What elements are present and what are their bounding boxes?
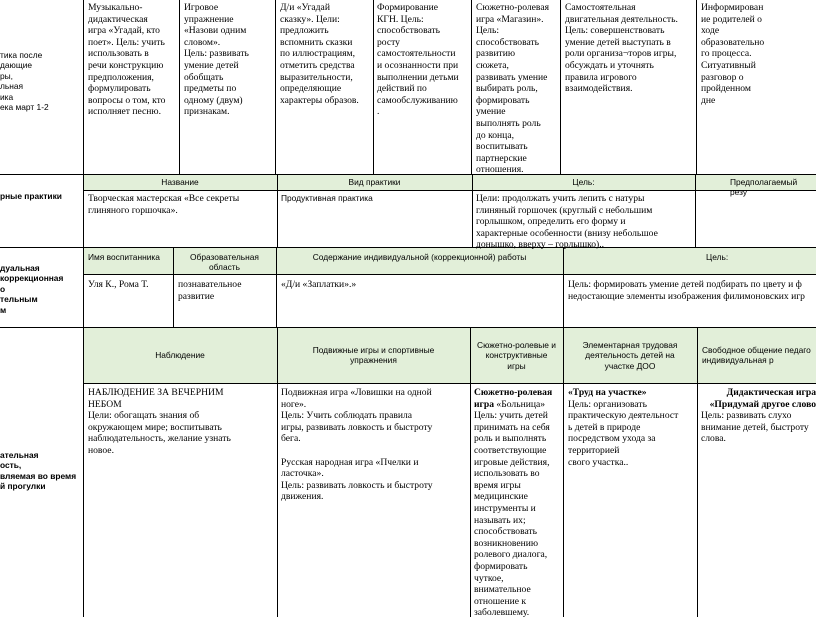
practices-kind: Продуктивная практика [281,193,373,203]
walk-labor-title: «Труд на участке» [568,387,647,398]
morning-cell-shop-role-play: Сюжетно-ролевая игра «Магазин». Цель: способствовать развитию сюжета, развивать умение выбирать роль, формировать умение выполнять роль до конца, воспитывать партнерские отношения. [476,2,549,174]
practices-header-result: Предполагаемый резу [730,177,798,198]
walk-role-game [474,387,562,617]
walk-header-labor: Элементарная трудовая деятельность детей на участке ДОО [582,340,678,371]
practices-goal: Цели: продолжать учить лепить с натуры глиняный горшочек (круглый с небольшим горлышком, определить его форму и характерные особенности (внизу небольшое донышко, вверху – горлышко).. [476,193,658,251]
individual-goal: Цель: формировать умение детей подбирать по цвету и ф недостающие элементы изображения филимоновских игр [568,279,805,302]
walk-header-observation: Наблюдение [155,350,205,360]
walk-section-label: ательная ость, вляемая во время й прогулки [0,450,77,492]
walk-header-role-games: Сюжетно-ролевые и конструктивные игры [477,340,556,371]
individual-content: «Д/и «Заплатки».» [281,279,357,290]
walk-games: Подвижная игра «Ловишки на одной ноге». Цель: Учить соблюдать правила игры, развивать ловкость и быстроту бега. Русская народная игра «Пчелки и ласточка». Цель: развивать ловкость и быстроту движения. [281,387,433,503]
morning-section-label: тика после дающие ры, льная ика ека март 1-2 [0,50,49,113]
individual-header-goal: Цель: [706,252,729,262]
morning-cell-name-one-word: Игровое упражнение «Назови одним словом». Цель: развивать умение детей обобщать предметы по одному (двум) признакам. [184,2,249,118]
individual-section-label: дуальная коррекционная о тельным м [0,263,64,315]
walk-talk [701,387,816,445]
practices-section-label: рные практики [0,191,62,201]
morning-cell-hygiene-skills: Формирование КГН. Цель: способствовать росту самостоятельности и осознанности при выполнении детьми действий по самообслуживанию . [377,2,459,118]
morning-cell-guess-fairytale: Д/и «Угадай сказку». Цели: предложить вспомнить сказки по иллюстрациям, отметить средства выразительности, определяющие характеры образов. [280,2,359,106]
practices-header-goal: Цель: [572,177,595,187]
walk-role-title: Сюжетно-ролевая игра [474,387,553,410]
walk-labor [568,387,696,468]
practices-header-name: Название [161,177,199,187]
walk-talk-text: Цель: развивать слухо внимание детей, быстроту слова. [701,410,809,445]
individual-header-content: Содержание индивидуальной (коррекционной) работы [312,252,527,262]
morning-cell-motor-activity: Самостоятельная двигательная деятельность. Цель: совершенствовать умение детей выступать в роли организа¬торов игры, обсуждать и уточнять правила игрового взаимодействия. [565,2,678,95]
walk-talk-title: Дидактическая игра «Придумай другое слово [709,387,816,410]
walk-header-talk: Свободное общение педаго индивидуальная р [702,345,811,366]
individual-header-child: Имя воспитанника [88,252,160,262]
morning-cell-parents-info: Информирован ие родителей о ходе образовательно го процесса. Ситуативный разговор о пройденном дне [701,2,765,106]
walk-role-text: Цель: учить детей принимать на себя роль и выполнять соответствующие игровые действия, использовать во время игры медицинские инструменты и называть их; способствовать возникновению ролевого диалога, формировать чуткое, внимательное отношение к заболевшему. [474,410,550,617]
morning-cell-music-game: Музыкально- дидактическая игра «Угадай, кто поет». Цель: учить использовать в речи конструкцию предположения, формулировать вопросы о том, кто исполняет песню. [88,2,166,118]
walk-role-name: «Больница» [494,398,546,410]
walk-observation: НАБЛЮДЕНИЕ ЗА ВЕЧЕРНИМ НЕБОМ Цели: обогащать знания об окружающем мире; воспитывать наблюдательность, желание узнать новое. [88,387,231,456]
practices-header-kind: Вид практики [348,177,401,187]
walk-header-games: Подвижные игры и спортивные упражнения [312,345,435,366]
practices-name: Творческая мастерская «Все секреты глиняного горшочка». [88,193,240,216]
individual-child: Уля К., Рома Т. [88,279,149,290]
individual-area: познавательное развитие [178,279,242,302]
walk-labor-text: Цель: организовать практическую деятельност ь детей в природе посредством ухода за территорией свого участка.. [568,398,679,468]
individual-header-area: Образовательная область [190,252,259,273]
